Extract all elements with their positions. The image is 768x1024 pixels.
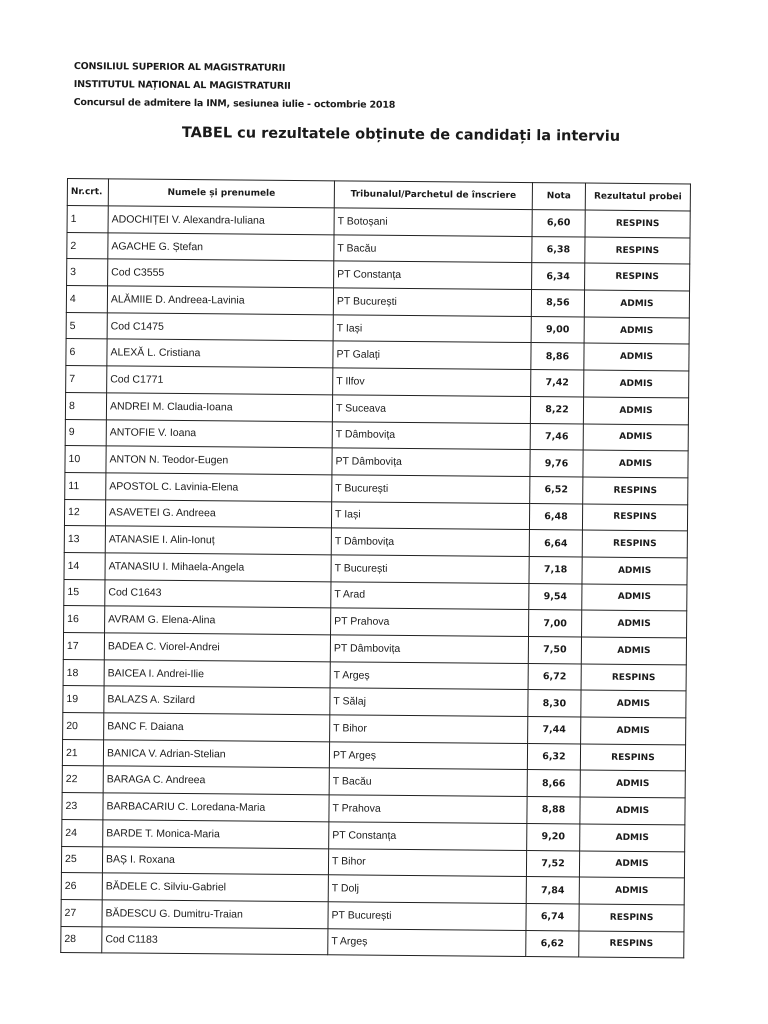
- cell-result: ADMIS: [583, 397, 688, 425]
- cell-grade: 8,66: [527, 770, 580, 797]
- cell-grade: 7,52: [526, 850, 579, 877]
- cell-nr: 26: [61, 873, 102, 900]
- cell-court: T Bacău: [329, 768, 527, 796]
- table-body: [61, 206, 690, 959]
- cell-result: ADMIS: [582, 557, 687, 585]
- cell-nr: 4: [66, 286, 107, 313]
- cell-result: ADMIS: [581, 637, 686, 665]
- cell-result: ADMIS: [584, 290, 689, 318]
- cell-court: PT Constanța: [334, 261, 532, 289]
- column-header-court: Tribunalul/Parchetul de înscriere: [334, 181, 532, 210]
- cell-result: ADMIS: [582, 584, 687, 612]
- cell-court: PT Prahova: [331, 608, 529, 636]
- cell-court: PT Galați: [333, 341, 531, 369]
- cell-result: RESPINS: [585, 237, 690, 265]
- header-contest: Concursul de admitere la INM, sesiunea iulie - octombrie 2018: [73, 96, 396, 111]
- cell-court: PT București: [328, 902, 526, 930]
- cell-name: ATANASIE I. Alin-Ionuț: [105, 526, 331, 555]
- cell-grade: 9,00: [531, 316, 584, 343]
- cell-name: Cod C1643: [105, 579, 331, 608]
- cell-nr: 3: [67, 259, 108, 286]
- cell-nr: 24: [62, 819, 103, 846]
- cell-result: RESPINS: [585, 263, 690, 291]
- column-header-grade: Nota: [532, 183, 585, 210]
- cell-nr: 5: [66, 312, 107, 339]
- cell-grade: 8,88: [527, 797, 580, 824]
- cell-result: ADMIS: [583, 450, 688, 478]
- cell-result: ADMIS: [581, 717, 686, 745]
- cell-grade: 9,54: [529, 583, 582, 610]
- cell-court: T Sălaj: [330, 688, 528, 716]
- cell-court: T Arad: [331, 581, 529, 609]
- cell-result: RESPINS: [579, 931, 684, 959]
- cell-grade: 7,18: [529, 556, 582, 583]
- cell-grade: 6,64: [529, 530, 582, 557]
- cell-court: T Bacău: [334, 235, 532, 263]
- cell-court: T Argeș: [328, 928, 526, 956]
- header-council: CONSILIUL SUPERIOR AL MAGISTRATURII: [73, 60, 286, 74]
- cell-name: AVRAM G. Elena-Alina: [105, 606, 331, 635]
- cell-nr: 13: [64, 526, 105, 553]
- cell-court: T București: [331, 555, 529, 583]
- table-row: [61, 926, 684, 958]
- cell-name: BARBACARIU C. Loredana-Maria: [103, 793, 329, 822]
- cell-name: ANTOFIE V. Ioana: [106, 419, 332, 448]
- cell-grade: 6,74: [526, 903, 579, 930]
- cell-nr: 1: [67, 206, 108, 233]
- cell-name: BADEA C. Viorel-Andrei: [104, 633, 330, 662]
- cell-result: ADMIS: [581, 690, 686, 718]
- cell-court: PT Constanța: [329, 822, 527, 850]
- cell-nr: 9: [65, 419, 106, 446]
- cell-name: BANC F. Daiana: [104, 713, 330, 742]
- cell-court: T Prahova: [329, 795, 527, 823]
- cell-nr: 20: [63, 713, 104, 740]
- cell-nr: 27: [61, 899, 102, 926]
- cell-nr: 18: [63, 659, 104, 686]
- cell-court: T Dâmbovița: [332, 421, 530, 449]
- cell-result: RESPINS: [583, 477, 688, 505]
- cell-result: RESPINS: [582, 530, 687, 558]
- cell-nr: 10: [65, 446, 106, 473]
- cell-grade: 6,32: [527, 743, 580, 770]
- cell-name: ALEXĂ L. Cristiana: [107, 339, 333, 368]
- cell-name: BAȘ I. Roxana: [102, 846, 328, 875]
- cell-court: T Bihor: [330, 715, 528, 743]
- cell-court: PT Dâmbovița: [332, 448, 530, 476]
- cell-name: Cod C1475: [107, 313, 333, 342]
- cell-result: RESPINS: [580, 744, 685, 772]
- cell-result: RESPINS: [579, 904, 684, 932]
- cell-grade: 6,52: [530, 476, 583, 503]
- cell-name: Cod C1771: [107, 366, 333, 395]
- cell-court: T Dolj: [328, 875, 526, 903]
- cell-grade: 8,86: [531, 343, 584, 370]
- cell-grade: 6,34: [532, 263, 585, 290]
- cell-name: BARDE T. Monica-Maria: [103, 820, 329, 849]
- cell-grade: 7,44: [528, 717, 581, 744]
- cell-grade: 9,20: [527, 823, 580, 850]
- cell-result: ADMIS: [580, 797, 685, 825]
- cell-nr: 11: [65, 472, 106, 499]
- cell-name: Cod C3555: [108, 259, 334, 288]
- cell-result: ADMIS: [582, 610, 687, 638]
- cell-grade: 6,48: [529, 503, 582, 530]
- cell-nr: 15: [64, 579, 105, 606]
- cell-grade: 7,84: [526, 877, 579, 904]
- cell-name: BALAZS A. Szilard: [104, 686, 330, 715]
- cell-result: ADMIS: [579, 877, 684, 905]
- results-table-wrapper: [60, 178, 691, 959]
- cell-grade: 6,38: [532, 236, 585, 263]
- cell-grade: 9,76: [530, 450, 583, 477]
- cell-grade: 8,30: [528, 690, 581, 717]
- cell-name: ATANASIU I. Mihaela-Angela: [105, 553, 331, 582]
- column-header-result: Rezultatul probei: [585, 183, 690, 211]
- cell-court: PT Dâmbovița: [330, 635, 528, 663]
- cell-court: PT Argeș: [329, 742, 527, 770]
- cell-name: AGACHE G. Ștefan: [108, 233, 334, 262]
- cell-nr: 16: [64, 606, 105, 633]
- cell-name: BANICA V. Adrian-Stelian: [103, 740, 329, 769]
- cell-result: ADMIS: [580, 824, 685, 852]
- cell-name: ADOCHIȚEI V. Alexandra-Iuliana: [108, 206, 334, 235]
- cell-result: ADMIS: [583, 424, 688, 452]
- cell-nr: 22: [62, 766, 103, 793]
- cell-grade: 7,42: [531, 370, 584, 397]
- header-institute: INSTITUTUL NAȚIONAL AL MAGISTRATURII: [73, 78, 291, 92]
- document-header: [74, 58, 396, 115]
- cell-result: ADMIS: [579, 850, 684, 878]
- cell-court: T Bihor: [328, 848, 526, 876]
- cell-nr: 12: [64, 499, 105, 526]
- cell-nr: 28: [61, 926, 102, 953]
- cell-court: T București: [332, 475, 530, 503]
- cell-name: APOSTOL C. Lavinia-Elena: [106, 473, 332, 502]
- cell-name: ANTON N. Teodor-Eugen: [106, 446, 332, 475]
- cell-nr: 23: [62, 793, 103, 820]
- cell-nr: 2: [67, 232, 108, 259]
- results-table: [60, 178, 691, 959]
- cell-nr: 25: [61, 846, 102, 873]
- cell-result: RESPINS: [581, 664, 686, 692]
- cell-name: BĂDELE C. Silviu-Gabriel: [102, 873, 328, 902]
- cell-grade: 8,22: [530, 396, 583, 423]
- cell-name: BARAGA C. Andreea: [103, 766, 329, 795]
- cell-result: ADMIS: [584, 370, 689, 398]
- cell-grade: 7,46: [530, 423, 583, 450]
- cell-result: ADMIS: [584, 317, 689, 345]
- cell-nr: 6: [66, 339, 107, 366]
- cell-grade: 6,60: [532, 210, 585, 237]
- cell-result: RESPINS: [582, 504, 687, 532]
- cell-name: ANDREI M. Claudia-Ioana: [106, 393, 332, 422]
- cell-court: T Ilfov: [333, 368, 531, 396]
- cell-grade: 8,56: [531, 290, 584, 317]
- cell-name: Cod C1183: [102, 926, 328, 955]
- cell-nr: 17: [63, 632, 104, 659]
- cell-result: RESPINS: [585, 210, 690, 238]
- cell-court: T Suceava: [332, 395, 530, 423]
- cell-name: ASAVETEI G. Andreea: [105, 499, 331, 528]
- cell-grade: 7,00: [529, 610, 582, 637]
- cell-grade: 6,62: [526, 930, 579, 957]
- cell-nr: 8: [65, 392, 106, 419]
- cell-grade: 7,50: [528, 637, 581, 664]
- cell-result: ADMIS: [584, 343, 689, 371]
- cell-court: PT București: [333, 288, 531, 316]
- cell-court: T Iași: [331, 501, 529, 529]
- cell-nr: 14: [64, 552, 105, 579]
- cell-nr: 21: [62, 739, 103, 766]
- cell-name: ALĂMIIE D. Andreea-Lavinia: [107, 286, 333, 315]
- column-header-nr: Nr.crt.: [67, 179, 108, 206]
- cell-grade: 6,72: [528, 663, 581, 690]
- column-header-name: Numele și prenumele: [108, 179, 334, 208]
- cell-name: BĂDESCU G. Dumitru-Traian: [102, 900, 328, 929]
- cell-result: ADMIS: [580, 770, 685, 798]
- cell-nr: 7: [66, 366, 107, 393]
- document-title: TABEL cu rezultatele obținute de candidați la interviu: [181, 125, 621, 145]
- cell-name: BAICEA I. Andrei-Ilie: [104, 660, 330, 689]
- cell-court: T Dâmbovița: [331, 528, 529, 556]
- cell-court: T Iași: [333, 315, 531, 343]
- cell-court: T Botoșani: [334, 208, 532, 236]
- cell-court: T Argeș: [330, 662, 528, 690]
- cell-nr: 19: [63, 686, 104, 713]
